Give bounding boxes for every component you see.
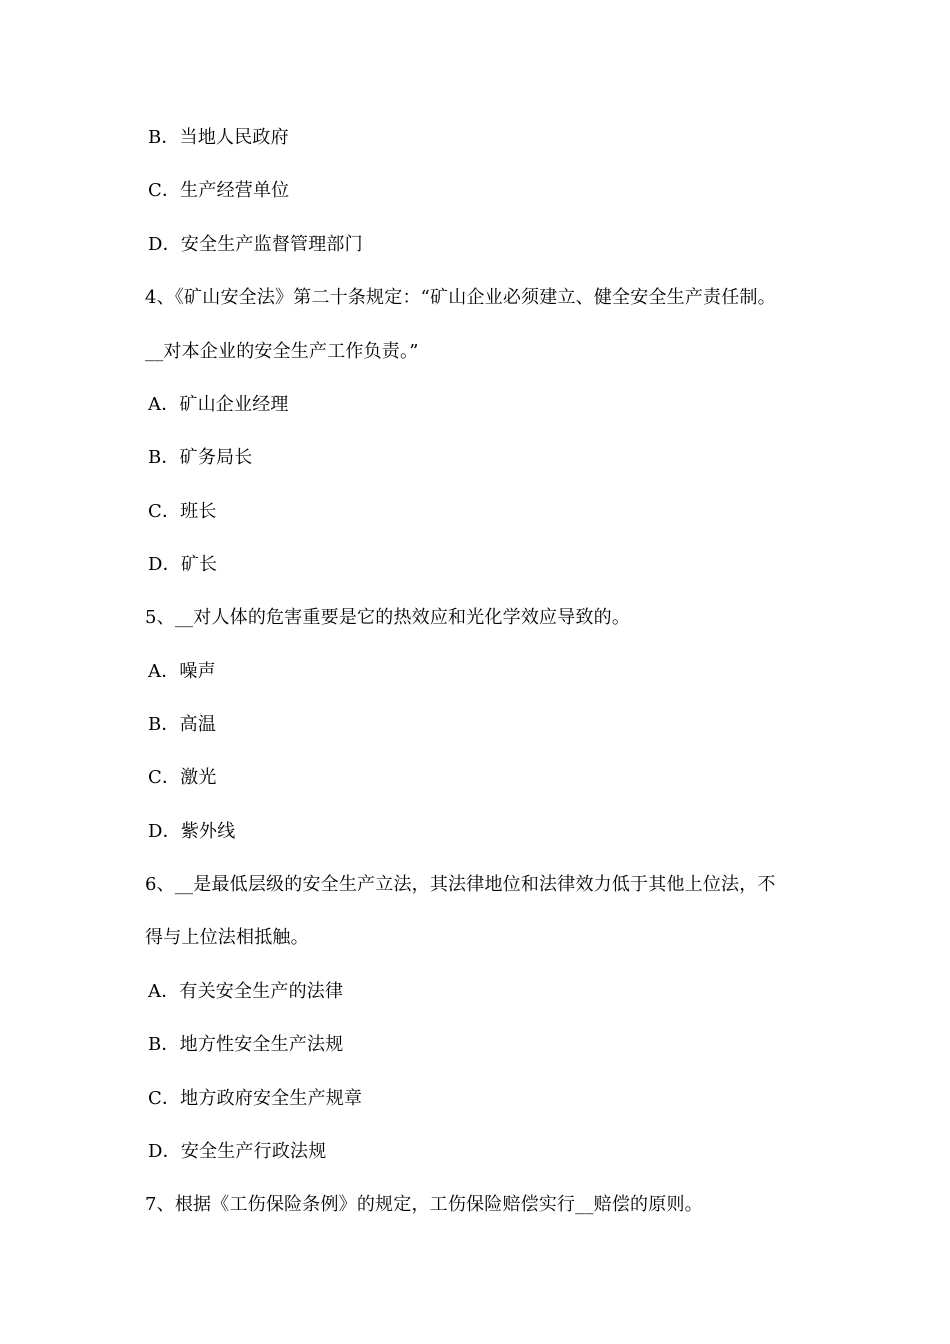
q3-option-d: D．安全生产监督管理部门 bbox=[148, 234, 363, 255]
q6-option-d: D．安全生产行政法规 bbox=[148, 1141, 327, 1162]
q3-option-b: B．当地人民政府 bbox=[148, 127, 289, 148]
q5-option-d: D．紫外线 bbox=[148, 821, 236, 842]
q4-stem-line-2: __对本企业的安全生产工作负责。” bbox=[145, 341, 419, 362]
q6-stem-line-1: 6、__是最低层级的安全生产立法，其法律地位和法律效力低于其他上位法，不 bbox=[145, 874, 776, 895]
q4-option-d: D．矿长 bbox=[148, 554, 218, 575]
q4-option-b: B．矿务局长 bbox=[148, 447, 253, 468]
q6-option-a: A．有关安全生产的法律 bbox=[148, 981, 344, 1002]
q5-option-c: C．激光 bbox=[148, 767, 217, 788]
q5-option-b: B．高温 bbox=[148, 714, 217, 735]
q4-stem-line-1: 4、《矿山安全法》第二十条规定：“矿山企业必须建立、健全安全生产责任制。 bbox=[145, 287, 776, 308]
q6-option-b: B．地方性安全生产法规 bbox=[148, 1034, 344, 1055]
q7-stem: 7、根据《工伤保险条例》的规定，工伤保险赔偿实行__赔偿的原则。 bbox=[145, 1194, 703, 1215]
q5-option-a: A．噪声 bbox=[148, 661, 216, 682]
q6-stem-line-2: 得与上位法相抵触。 bbox=[145, 927, 309, 948]
q5-stem: 5、__对人体的危害重要是它的热效应和光化学效应导致的。 bbox=[145, 607, 631, 628]
q6-option-c: C．地方政府安全生产规章 bbox=[148, 1088, 363, 1109]
q3-option-c: C．生产经营单位 bbox=[148, 180, 290, 201]
q4-option-a: A．矿山企业经理 bbox=[148, 394, 289, 415]
q4-option-c: C．班长 bbox=[148, 501, 217, 522]
